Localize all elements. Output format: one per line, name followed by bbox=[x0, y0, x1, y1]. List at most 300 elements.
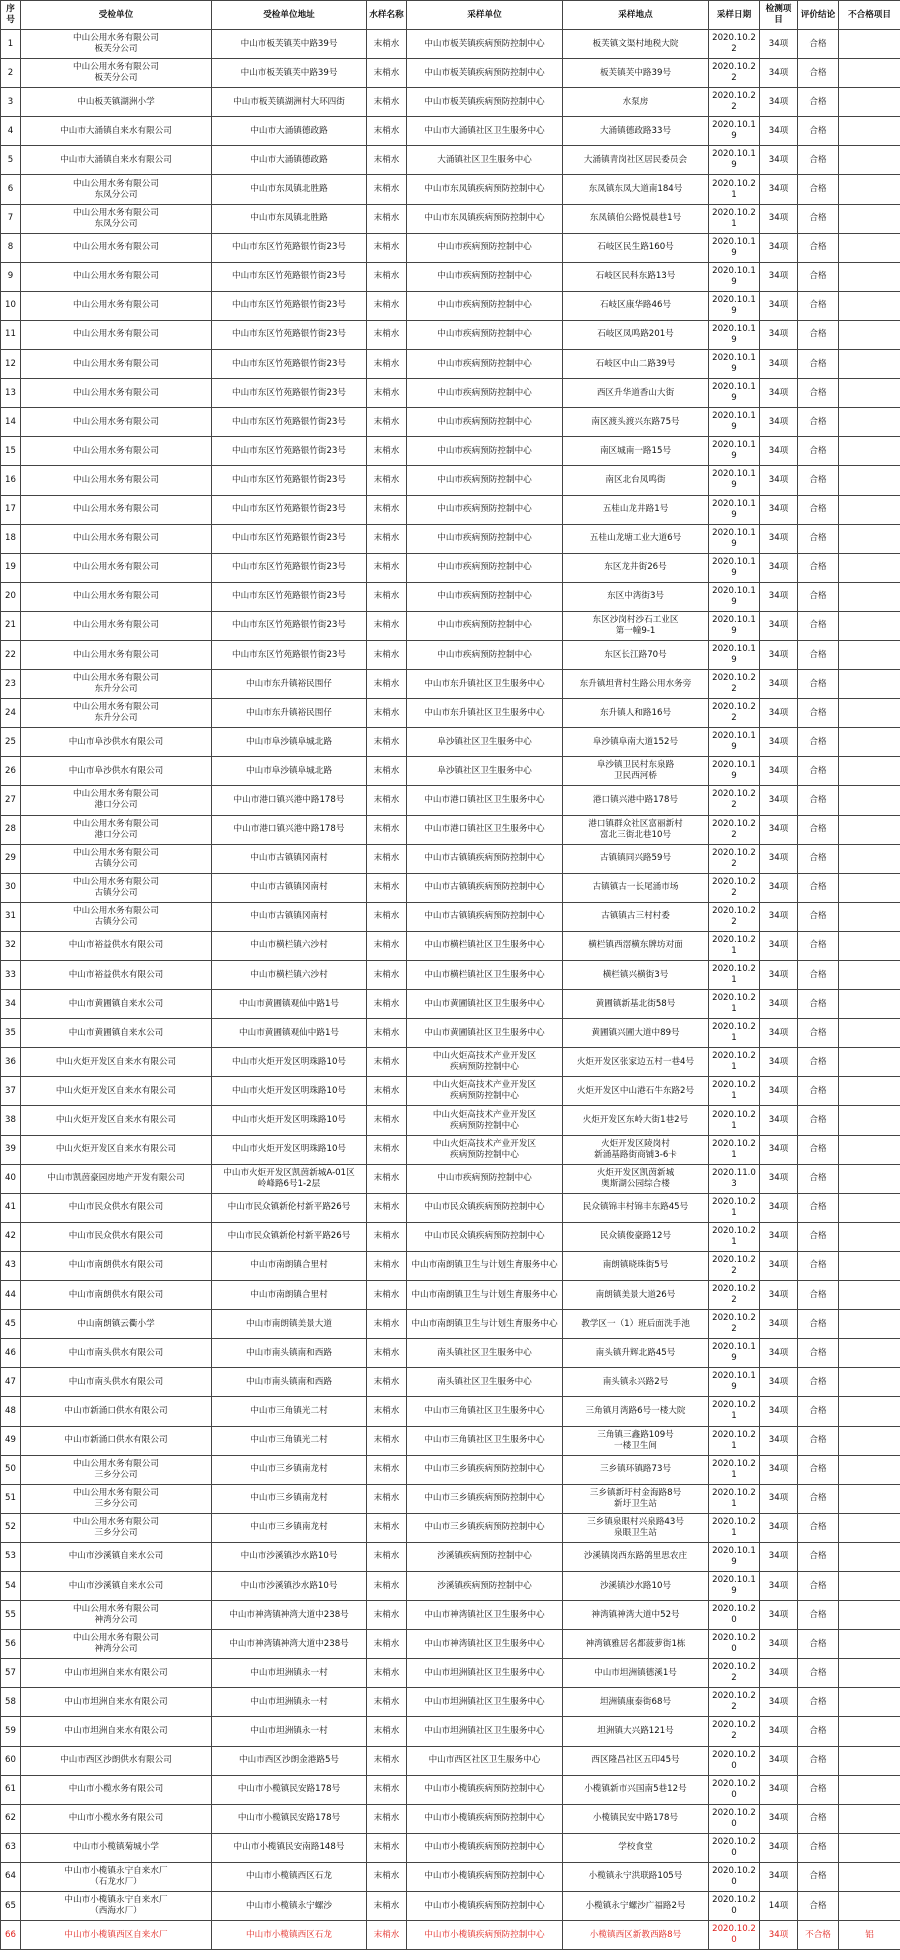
cell-address: 中山市黄圃镇观仙中路1号 bbox=[212, 990, 367, 1019]
cell-date: 2020.10.22 bbox=[709, 1659, 760, 1688]
table-row bbox=[1, 291, 900, 320]
cell-no: 10 bbox=[1, 291, 21, 320]
cell-no: 57 bbox=[1, 1659, 21, 1688]
cell-date: 2020.10.19 bbox=[709, 728, 760, 757]
cell-items: 34项 bbox=[760, 1019, 798, 1048]
cell-unit: 中山市大涌镇自来水有限公司 bbox=[21, 117, 212, 146]
cell-no: 3 bbox=[1, 88, 21, 117]
cell-site: 石岐区中山二路39号 bbox=[563, 350, 709, 379]
cell-water-type: 末梢水 bbox=[367, 582, 407, 611]
cell-water-type: 末梢水 bbox=[367, 1455, 407, 1484]
cell-result: 合格 bbox=[798, 117, 839, 146]
cell-date: 2020.10.19 bbox=[709, 350, 760, 379]
table-row bbox=[1, 1513, 900, 1542]
cell-no: 55 bbox=[1, 1601, 21, 1630]
cell-unit: 中山公用水务有限公司 bbox=[21, 408, 212, 437]
cell-items: 34项 bbox=[760, 320, 798, 349]
cell-no: 29 bbox=[1, 844, 21, 873]
cell-no: 45 bbox=[1, 1310, 21, 1339]
cell-site: 南区北台凤鸣街 bbox=[563, 466, 709, 495]
table-row bbox=[1, 699, 900, 728]
cell-result: 合格 bbox=[798, 728, 839, 757]
cell-items: 34项 bbox=[760, 844, 798, 873]
cell-unit: 中山市小榄水务有限公司 bbox=[21, 1775, 212, 1804]
cell-site: 南区城南一路15号 bbox=[563, 437, 709, 466]
cell-sampler: 中山市疾病预防控制中心 bbox=[407, 524, 563, 553]
table-row bbox=[1, 990, 900, 1019]
cell-items: 34项 bbox=[760, 466, 798, 495]
cell-site: 横栏镇西滘横东牌坊对面 bbox=[563, 931, 709, 960]
cell-address: 中山市东凤镇北胜路 bbox=[212, 204, 367, 233]
cell-unit: 中山公用水务有限公司 bbox=[21, 320, 212, 349]
cell-site: 小榄镇西区新教西路8号 bbox=[563, 1921, 709, 1950]
cell-no: 47 bbox=[1, 1368, 21, 1397]
cell-items: 34项 bbox=[760, 1368, 798, 1397]
cell-water-type: 末梢水 bbox=[367, 30, 407, 59]
cell-water-type: 末梢水 bbox=[367, 262, 407, 291]
cell-fail-items bbox=[839, 1193, 900, 1222]
cell-result: 合格 bbox=[798, 1019, 839, 1048]
cell-result: 合格 bbox=[798, 1426, 839, 1455]
cell-address: 中山市沙溪镇沙水路10号 bbox=[212, 1542, 367, 1571]
cell-no: 11 bbox=[1, 320, 21, 349]
table-row bbox=[1, 466, 900, 495]
cell-no: 40 bbox=[1, 1164, 21, 1193]
cell-unit: 中山公用水务有限公司 bbox=[21, 524, 212, 553]
cell-address: 中山市火炬开发区明珠路10号 bbox=[212, 1106, 367, 1135]
cell-unit: 中山市裕益供水有限公司 bbox=[21, 931, 212, 960]
table-row bbox=[1, 233, 900, 262]
cell-water-type: 末梢水 bbox=[367, 873, 407, 902]
cell-items: 34项 bbox=[760, 1659, 798, 1688]
cell-unit: 中山市坦洲自来水有限公司 bbox=[21, 1688, 212, 1717]
cell-fail-items bbox=[839, 1281, 900, 1310]
cell-unit: 中山公用水务有限公司 bbox=[21, 495, 212, 524]
cell-sampler: 中山市古镇镇疾病预防控制中心 bbox=[407, 844, 563, 873]
cell-water-type: 末梢水 bbox=[367, 291, 407, 320]
cell-no: 4 bbox=[1, 117, 21, 146]
cell-site: 东区沙岗村沙石工业区 第一幢9-1 bbox=[563, 611, 709, 640]
cell-items: 34项 bbox=[760, 59, 798, 88]
cell-result: 合格 bbox=[798, 495, 839, 524]
cell-items: 34项 bbox=[760, 204, 798, 233]
cell-date: 2020.10.19 bbox=[709, 291, 760, 320]
cell-fail-items bbox=[839, 1164, 900, 1193]
cell-site: 神湾镇神湾大道中52号 bbox=[563, 1601, 709, 1630]
cell-date: 2020.10.19 bbox=[709, 553, 760, 582]
cell-result: 合格 bbox=[798, 524, 839, 553]
cell-fail-items bbox=[839, 291, 900, 320]
cell-site: 港口镇兴港中路178号 bbox=[563, 786, 709, 815]
cell-no: 25 bbox=[1, 728, 21, 757]
table-row bbox=[1, 59, 900, 88]
cell-address: 中山市黄圃镇观仙中路1号 bbox=[212, 1019, 367, 1048]
cell-unit: 中山市新涌口供水有限公司 bbox=[21, 1426, 212, 1455]
cell-result: 合格 bbox=[798, 1339, 839, 1368]
cell-date: 2020.10.22 bbox=[709, 873, 760, 902]
cell-unit: 中山公用水务有限公司 三乡分公司 bbox=[21, 1513, 212, 1542]
table-row bbox=[1, 728, 900, 757]
cell-date: 2020.10.22 bbox=[709, 902, 760, 931]
cell-items: 34项 bbox=[760, 437, 798, 466]
cell-address: 中山市沙溪镇沙水路10号 bbox=[212, 1571, 367, 1600]
cell-date: 2020.10.19 bbox=[709, 640, 760, 669]
cell-items: 34项 bbox=[760, 291, 798, 320]
cell-address: 中山市东区竹苑路银竹街23号 bbox=[212, 262, 367, 291]
cell-address: 中山市东凤镇北胜路 bbox=[212, 175, 367, 204]
cell-unit: 中山市小榄镇西区自来水厂 bbox=[21, 1921, 212, 1950]
cell-water-type: 末梢水 bbox=[367, 437, 407, 466]
cell-site: 大涌镇青岗社区居民委员会 bbox=[563, 146, 709, 175]
cell-unit: 中山市新涌口供水有限公司 bbox=[21, 1397, 212, 1426]
cell-date: 2020.10.20 bbox=[709, 1921, 760, 1950]
cell-water-type: 末梢水 bbox=[367, 408, 407, 437]
cell-no: 23 bbox=[1, 670, 21, 699]
cell-sampler: 中山市疾病预防控制中心 bbox=[407, 437, 563, 466]
cell-no: 63 bbox=[1, 1833, 21, 1862]
cell-address: 中山市火炬开发区凯茵新城A-01区 岭峰路6号1-2层 bbox=[212, 1164, 367, 1193]
cell-fail-items bbox=[839, 88, 900, 117]
cell-sampler: 中山市西区社区卫生服务中心 bbox=[407, 1746, 563, 1775]
cell-unit: 中山公用水务有限公司 古镇分公司 bbox=[21, 844, 212, 873]
cell-site: 古镇镇古三村村委 bbox=[563, 902, 709, 931]
cell-site: 东升镇人和路16号 bbox=[563, 699, 709, 728]
cell-site: 水泵房 bbox=[563, 88, 709, 117]
cell-site: 东区龙井街26号 bbox=[563, 553, 709, 582]
cell-water-type: 末梢水 bbox=[367, 379, 407, 408]
cell-water-type: 末梢水 bbox=[367, 1484, 407, 1513]
cell-items: 34项 bbox=[760, 1833, 798, 1862]
table-row bbox=[1, 1746, 900, 1775]
cell-address: 中山市火炬开发区明珠路10号 bbox=[212, 1077, 367, 1106]
cell-items: 34项 bbox=[760, 1862, 798, 1891]
cell-fail-items bbox=[839, 379, 900, 408]
cell-result: 合格 bbox=[798, 786, 839, 815]
cell-site: 石岐区康华路46号 bbox=[563, 291, 709, 320]
cell-sampler: 中山火炬高技术产业开发区 疾病预防控制中心 bbox=[407, 1077, 563, 1106]
cell-result: 合格 bbox=[798, 1077, 839, 1106]
cell-result: 合格 bbox=[798, 1397, 839, 1426]
cell-date: 2020.10.19 bbox=[709, 1542, 760, 1571]
cell-fail-items bbox=[839, 1135, 900, 1164]
cell-fail-items bbox=[839, 990, 900, 1019]
cell-result: 合格 bbox=[798, 1513, 839, 1542]
cell-water-type: 末梢水 bbox=[367, 204, 407, 233]
cell-result: 不合格 bbox=[798, 1921, 839, 1950]
cell-items: 34项 bbox=[760, 1251, 798, 1280]
cell-result: 合格 bbox=[798, 757, 839, 786]
cell-date: 2020.10.22 bbox=[709, 1251, 760, 1280]
cell-water-type: 末梢水 bbox=[367, 1397, 407, 1426]
cell-items: 34项 bbox=[760, 873, 798, 902]
cell-address: 中山市小榄镇民安路178号 bbox=[212, 1775, 367, 1804]
cell-site: 西区隆昌社区五印45号 bbox=[563, 1746, 709, 1775]
table-row bbox=[1, 1833, 900, 1862]
cell-unit: 中山公用水务有限公司 板芙分公司 bbox=[21, 59, 212, 88]
table-row bbox=[1, 1892, 900, 1921]
cell-site: 东凤镇东凤大道南184号 bbox=[563, 175, 709, 204]
cell-date: 2020.10.19 bbox=[709, 466, 760, 495]
cell-date: 2020.10.20 bbox=[709, 1746, 760, 1775]
cell-address: 中山市东区竹苑路银竹街23号 bbox=[212, 466, 367, 495]
cell-sampler: 沙溪镇疾病预防控制中心 bbox=[407, 1542, 563, 1571]
cell-fail-items bbox=[839, 1048, 900, 1077]
cell-water-type: 末梢水 bbox=[367, 1601, 407, 1630]
cell-no: 42 bbox=[1, 1222, 21, 1251]
cell-items: 34项 bbox=[760, 1921, 798, 1950]
cell-no: 48 bbox=[1, 1397, 21, 1426]
cell-fail-items bbox=[839, 1833, 900, 1862]
cell-result: 合格 bbox=[798, 1659, 839, 1688]
cell-no: 9 bbox=[1, 262, 21, 291]
cell-fail-items bbox=[839, 1862, 900, 1891]
cell-address: 中山市东区竹苑路银竹街23号 bbox=[212, 291, 367, 320]
cell-result: 合格 bbox=[798, 1571, 839, 1600]
cell-address: 中山市港口镇兴港中路178号 bbox=[212, 815, 367, 844]
cell-date: 2020.10.22 bbox=[709, 844, 760, 873]
cell-fail-items bbox=[839, 466, 900, 495]
cell-site: 横栏镇兴横街3号 bbox=[563, 961, 709, 990]
cell-date: 2020.10.19 bbox=[709, 1571, 760, 1600]
cell-water-type: 末梢水 bbox=[367, 1135, 407, 1164]
cell-unit: 中山市小榄镇菊城小学 bbox=[21, 1833, 212, 1862]
cell-water-type: 末梢水 bbox=[367, 350, 407, 379]
cell-unit: 中山市南朗供水有限公司 bbox=[21, 1281, 212, 1310]
cell-fail-items bbox=[839, 146, 900, 175]
cell-items: 34项 bbox=[760, 815, 798, 844]
table-row bbox=[1, 1484, 900, 1513]
cell-unit: 中山市黄圃镇自来水公司 bbox=[21, 990, 212, 1019]
cell-fail-items bbox=[839, 1339, 900, 1368]
cell-address: 中山市横栏镇六沙村 bbox=[212, 931, 367, 960]
cell-water-type: 末梢水 bbox=[367, 1368, 407, 1397]
cell-no: 58 bbox=[1, 1688, 21, 1717]
cell-unit: 中山市南头供水有限公司 bbox=[21, 1339, 212, 1368]
cell-address: 中山市三乡镇南龙村 bbox=[212, 1513, 367, 1542]
cell-date: 2020.10.21 bbox=[709, 1106, 760, 1135]
cell-sampler: 中山市小榄镇疾病预防控制中心 bbox=[407, 1862, 563, 1891]
cell-address: 中山市东区竹苑路银竹街23号 bbox=[212, 437, 367, 466]
cell-sampler: 中山市小榄镇疾病预防控制中心 bbox=[407, 1804, 563, 1833]
cell-address: 中山市坦洲镇永一村 bbox=[212, 1717, 367, 1746]
cell-water-type: 末梢水 bbox=[367, 59, 407, 88]
cell-site: 教学区一（1）班后面洗手池 bbox=[563, 1310, 709, 1339]
cell-address: 中山市小榄镇民安路178号 bbox=[212, 1804, 367, 1833]
cell-items: 34项 bbox=[760, 990, 798, 1019]
cell-result: 合格 bbox=[798, 88, 839, 117]
cell-date: 2020.10.22 bbox=[709, 1717, 760, 1746]
cell-fail-items bbox=[839, 786, 900, 815]
cell-date: 2020.10.20 bbox=[709, 1804, 760, 1833]
cell-sampler: 大涌镇社区卫生服务中心 bbox=[407, 146, 563, 175]
cell-result: 合格 bbox=[798, 379, 839, 408]
cell-site: 沙溪镇沙水路10号 bbox=[563, 1571, 709, 1600]
cell-no: 44 bbox=[1, 1281, 21, 1310]
cell-unit: 中山市南朗供水有限公司 bbox=[21, 1251, 212, 1280]
table-row bbox=[1, 379, 900, 408]
table-row bbox=[1, 902, 900, 931]
cell-result: 合格 bbox=[798, 146, 839, 175]
cell-sampler: 中山市坦洲镇社区卫生服务中心 bbox=[407, 1688, 563, 1717]
cell-address: 中山市横栏镇六沙村 bbox=[212, 961, 367, 990]
cell-address: 中山市古镇镇冈南村 bbox=[212, 902, 367, 931]
cell-water-type: 末梢水 bbox=[367, 495, 407, 524]
cell-water-type: 末梢水 bbox=[367, 728, 407, 757]
cell-date: 2020.10.22 bbox=[709, 815, 760, 844]
cell-date: 2020.10.19 bbox=[709, 757, 760, 786]
cell-water-type: 末梢水 bbox=[367, 320, 407, 349]
cell-site: 阜沙镇阜南大道152号 bbox=[563, 728, 709, 757]
cell-result: 合格 bbox=[798, 1601, 839, 1630]
cell-no: 62 bbox=[1, 1804, 21, 1833]
cell-unit: 中山公用水务有限公司 古镇分公司 bbox=[21, 873, 212, 902]
cell-sampler: 中山市疾病预防控制中心 bbox=[407, 466, 563, 495]
cell-address: 中山市东区竹苑路银竹街23号 bbox=[212, 350, 367, 379]
cell-fail-items bbox=[839, 1397, 900, 1426]
cell-items: 34项 bbox=[760, 1310, 798, 1339]
header-sampler: 采样单位 bbox=[407, 1, 563, 30]
cell-sampler: 中山市板芙镇疾病预防控制中心 bbox=[407, 59, 563, 88]
cell-site: 东区长江路70号 bbox=[563, 640, 709, 669]
cell-items: 34项 bbox=[760, 1571, 798, 1600]
cell-no: 46 bbox=[1, 1339, 21, 1368]
cell-fail-items bbox=[839, 699, 900, 728]
cell-date: 2020.10.22 bbox=[709, 30, 760, 59]
cell-address: 中山市港口镇兴港中路178号 bbox=[212, 786, 367, 815]
cell-result: 合格 bbox=[798, 873, 839, 902]
cell-result: 合格 bbox=[798, 1746, 839, 1775]
cell-site: 板芙镇文渠村地税大院 bbox=[563, 30, 709, 59]
cell-no: 18 bbox=[1, 524, 21, 553]
cell-site: 小榄镇民安中路178号 bbox=[563, 1804, 709, 1833]
cell-result: 合格 bbox=[798, 1484, 839, 1513]
cell-items: 34项 bbox=[760, 1804, 798, 1833]
table-row bbox=[1, 1862, 900, 1891]
cell-result: 合格 bbox=[798, 262, 839, 291]
cell-water-type: 末梢水 bbox=[367, 931, 407, 960]
cell-unit: 中山市黄圃镇自来水公司 bbox=[21, 1019, 212, 1048]
cell-water-type: 末梢水 bbox=[367, 1164, 407, 1193]
cell-date: 2020.10.21 bbox=[709, 1513, 760, 1542]
cell-sampler: 中山市疾病预防控制中心 bbox=[407, 350, 563, 379]
cell-fail-items bbox=[839, 640, 900, 669]
cell-water-type: 末梢水 bbox=[367, 815, 407, 844]
table-row bbox=[1, 1775, 900, 1804]
cell-no: 19 bbox=[1, 553, 21, 582]
cell-sampler: 中山市三乡镇疾病预防控制中心 bbox=[407, 1513, 563, 1542]
table-row bbox=[1, 1426, 900, 1455]
cell-sampler: 中山市南朗镇卫生与计划生育服务中心 bbox=[407, 1281, 563, 1310]
cell-sampler: 中山市疾病预防控制中心 bbox=[407, 495, 563, 524]
cell-fail-items bbox=[839, 931, 900, 960]
cell-sampler: 中山市疾病预防控制中心 bbox=[407, 291, 563, 320]
cell-sampler: 中山市疾病预防控制中心 bbox=[407, 611, 563, 640]
cell-items: 34项 bbox=[760, 1281, 798, 1310]
header-result: 评价结论 bbox=[798, 1, 839, 30]
cell-fail-items bbox=[839, 350, 900, 379]
cell-address: 中山市阜沙镇阜城北路 bbox=[212, 728, 367, 757]
cell-date: 2020.10.19 bbox=[709, 437, 760, 466]
cell-address: 中山市东升镇裕民围仔 bbox=[212, 670, 367, 699]
table-row bbox=[1, 1019, 900, 1048]
cell-unit: 中山火炬开发区自来水有限公司 bbox=[21, 1077, 212, 1106]
cell-site: 石岐区民科东路13号 bbox=[563, 262, 709, 291]
cell-address: 中山市神湾镇神湾大道中238号 bbox=[212, 1630, 367, 1659]
cell-address: 中山市坦洲镇永一村 bbox=[212, 1688, 367, 1717]
cell-date: 2020.10.19 bbox=[709, 146, 760, 175]
cell-address: 中山市东升镇裕民围仔 bbox=[212, 699, 367, 728]
cell-result: 合格 bbox=[798, 1048, 839, 1077]
cell-date: 2020.10.21 bbox=[709, 1222, 760, 1251]
cell-no: 14 bbox=[1, 408, 21, 437]
cell-sampler: 中山市疾病预防控制中心 bbox=[407, 408, 563, 437]
cell-unit: 中山公用水务有限公司 bbox=[21, 291, 212, 320]
cell-fail-items bbox=[839, 117, 900, 146]
cell-result: 合格 bbox=[798, 670, 839, 699]
cell-address: 中山市南头镇南和西路 bbox=[212, 1368, 367, 1397]
cell-items: 34项 bbox=[760, 408, 798, 437]
cell-water-type: 末梢水 bbox=[367, 466, 407, 495]
cell-no: 66 bbox=[1, 1921, 21, 1950]
cell-sampler: 中山市疾病预防控制中心 bbox=[407, 379, 563, 408]
table-row bbox=[1, 873, 900, 902]
cell-sampler: 中山市板芙镇疾病预防控制中心 bbox=[407, 88, 563, 117]
cell-unit: 中山公用水务有限公司 三乡分公司 bbox=[21, 1455, 212, 1484]
table-row bbox=[1, 1717, 900, 1746]
cell-result: 合格 bbox=[798, 1542, 839, 1571]
cell-no: 8 bbox=[1, 233, 21, 262]
cell-water-type: 末梢水 bbox=[367, 1630, 407, 1659]
table-row bbox=[1, 117, 900, 146]
cell-fail-items bbox=[839, 1106, 900, 1135]
cell-sampler: 阜沙镇社区卫生服务中心 bbox=[407, 757, 563, 786]
cell-result: 合格 bbox=[798, 815, 839, 844]
cell-items: 34项 bbox=[760, 1077, 798, 1106]
cell-result: 合格 bbox=[798, 1281, 839, 1310]
cell-sampler: 中山市港口镇社区卫生服务中心 bbox=[407, 786, 563, 815]
cell-fail-items bbox=[839, 262, 900, 291]
cell-site: 小榄镇永宁洪联路105号 bbox=[563, 1862, 709, 1891]
cell-result: 合格 bbox=[798, 1775, 839, 1804]
cell-address: 中山市三角镇光二村 bbox=[212, 1397, 367, 1426]
cell-unit: 中山市西区沙朗供水有限公司 bbox=[21, 1746, 212, 1775]
cell-sampler: 南头镇社区卫生服务中心 bbox=[407, 1368, 563, 1397]
header-water-type: 水样名称 bbox=[367, 1, 407, 30]
cell-result: 合格 bbox=[798, 931, 839, 960]
cell-fail-items bbox=[839, 1630, 900, 1659]
cell-date: 2020.10.21 bbox=[709, 175, 760, 204]
cell-water-type: 末梢水 bbox=[367, 1426, 407, 1455]
table-row bbox=[1, 640, 900, 669]
cell-sampler: 中山市南朗镇卫生与计划生育服务中心 bbox=[407, 1251, 563, 1280]
cell-result: 合格 bbox=[798, 320, 839, 349]
cell-result: 合格 bbox=[798, 1106, 839, 1135]
cell-result: 合格 bbox=[798, 553, 839, 582]
cell-sampler: 中山市疾病预防控制中心 bbox=[407, 582, 563, 611]
cell-site: 神湾镇雅居名都菠萝街1栋 bbox=[563, 1630, 709, 1659]
cell-fail-items bbox=[839, 1019, 900, 1048]
cell-fail-items bbox=[839, 175, 900, 204]
cell-items: 34项 bbox=[760, 175, 798, 204]
cell-sampler: 中山市疾病预防控制中心 bbox=[407, 233, 563, 262]
cell-unit: 中山市民众供水有限公司 bbox=[21, 1193, 212, 1222]
table-row bbox=[1, 437, 900, 466]
cell-result: 合格 bbox=[798, 1455, 839, 1484]
cell-site: 民众镇锦丰村锦丰东路45号 bbox=[563, 1193, 709, 1222]
cell-water-type: 末梢水 bbox=[367, 1310, 407, 1339]
cell-date: 2020.10.19 bbox=[709, 524, 760, 553]
cell-date: 2020.10.19 bbox=[709, 1368, 760, 1397]
